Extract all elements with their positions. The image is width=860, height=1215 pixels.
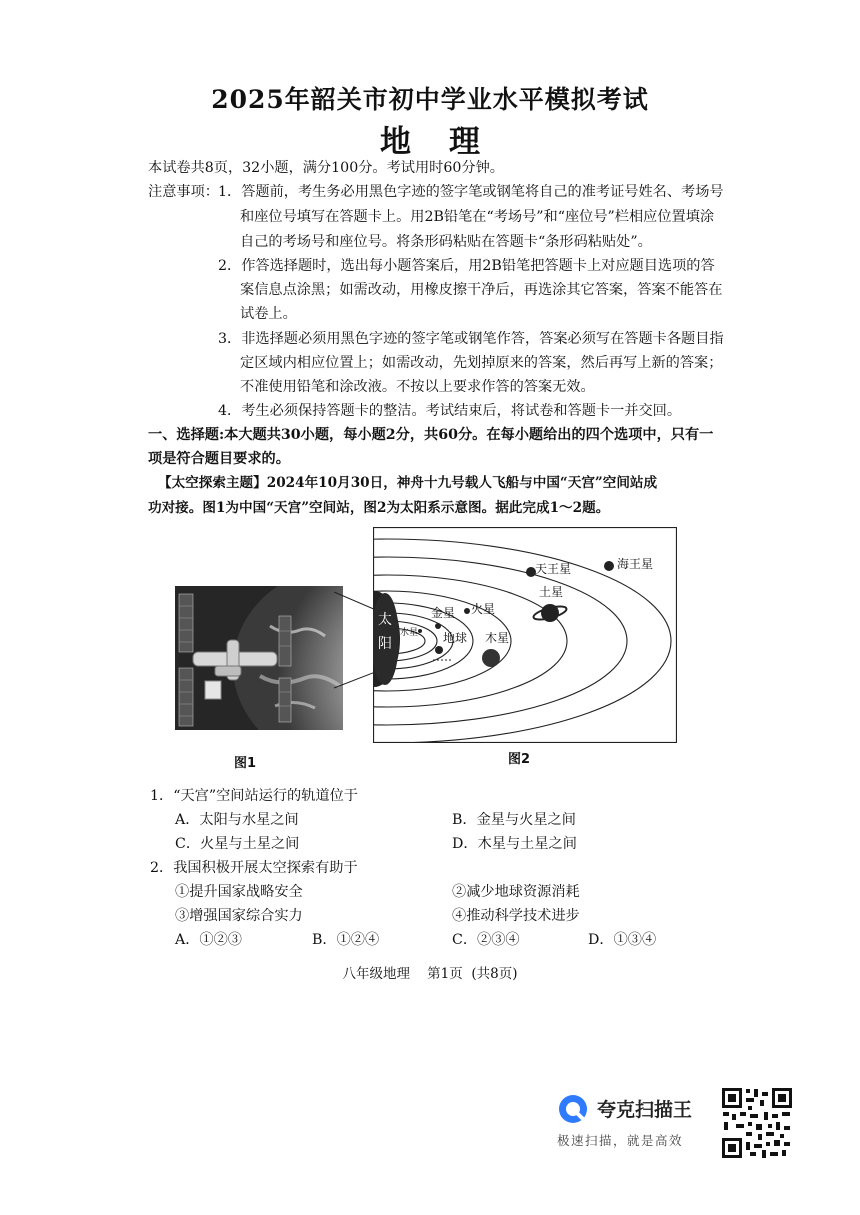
sun-label-1: 太 xyxy=(378,612,392,628)
question-2-statement: ④推动科学技术进步 xyxy=(452,908,580,924)
notes-label: 注意事项： xyxy=(148,184,219,200)
question-2-stem: 2．我国积极开展太空探索有助于 xyxy=(150,860,358,876)
section-heading-cont: 项是符合题目要求的。 xyxy=(148,451,290,467)
question-1-option-d: D．木星与土星之间 xyxy=(452,836,577,852)
question-2-option-a: A．①②③ xyxy=(175,932,242,948)
question-1-stem: 1．“天宫”空间站运行的轨道位于 xyxy=(150,788,358,804)
note-line: 试卷上。 xyxy=(240,306,297,322)
note-line: 和座位号填写在答题卡上。用2B铅笔在“考场号”和“座位号”栏相应位置填涂 xyxy=(240,209,715,225)
theme-passage: 【太空探索主题】2024年10月30日，神舟十九号载人飞船与中国“天宫”空间站成 xyxy=(158,475,658,491)
question-2-statement: ③增强国家综合实力 xyxy=(175,908,303,924)
uranus-label: 天王星 xyxy=(535,562,572,576)
figure-2-solar-system xyxy=(373,527,677,743)
figure-1-space-station xyxy=(175,586,343,730)
exam-intro: 本试卷共8页，32小题，满分100分。考试用时60分钟。 xyxy=(148,160,504,176)
mars-label: 火星 xyxy=(471,602,496,616)
figure-2-label: 图2 xyxy=(508,752,531,767)
theme-passage-cont: 功对接。图1为中国“天宫”空间站，图2为太阳系示意图。据此完成1～2题。 xyxy=(148,500,610,516)
neptune-label: 海王星 xyxy=(617,557,654,571)
venus-label: 金星 xyxy=(431,606,456,620)
note-line: 2．作答选择题时，选出每小题答案后，用2B铅笔把答题卡上对应题目选项的答 xyxy=(218,258,715,274)
page-footer: 八年级地理 第1页 (共8页) xyxy=(342,966,518,982)
brand-slogan: 极速扫描，就是高效 xyxy=(557,1133,684,1148)
subject-title: 地理 xyxy=(380,124,518,160)
question-2-option-d: D．①③④ xyxy=(588,932,657,948)
question-2-option-b: B．①②④ xyxy=(312,932,380,948)
question-1-option-a: A．太阳与水星之间 xyxy=(175,812,299,828)
saturn-label: 土星 xyxy=(539,585,564,599)
note-line: 案信息点涂黑；如需改动，用橡皮擦干净后，再选涂其它答案，答案不能答在 xyxy=(240,282,723,298)
neptune-dot xyxy=(604,561,614,571)
note-line: 1．答题前，考生务必用黑色字迹的签字笔或钢笔将自己的准考证号姓名、考场号 xyxy=(218,184,724,200)
note-line: 自己的考场号和座位号。将条形码粘贴在答题卡“条形码粘贴处”。 xyxy=(240,234,652,250)
qr-code xyxy=(720,1086,794,1160)
scanner-watermark xyxy=(555,1089,715,1159)
note-line: 3．非选择题必须用黑色字迹的签字笔或钢笔作答，答案必须写在答题卡各题目指 xyxy=(218,331,724,347)
jupiter-label: 木星 xyxy=(485,631,510,645)
note-line: 定区域内相应位置上；如需改动，先划掉原来的答案，然后再写上新的答案； xyxy=(240,355,723,371)
earth-dot xyxy=(435,646,443,654)
venus-dot xyxy=(435,623,441,629)
earth-label: 地球 xyxy=(443,631,468,645)
quark-logo-icon xyxy=(558,1094,588,1124)
question-2-option-c: C．②③④ xyxy=(452,932,520,948)
note-line: 4．考生必须保持答题卡的整洁。考试结束后，将试卷和答题卡一并交回。 xyxy=(218,403,682,419)
section-heading: 一、选择题:本大题共30小题，每小题2分，共60分。在每小题给出的四个选项中，只有一 xyxy=(148,427,714,443)
question-1-option-c: C．火星与土星之间 xyxy=(175,836,300,852)
brand-name: 夸克扫描王 xyxy=(597,1099,693,1121)
question-2-statement: ②减少地球资源消耗 xyxy=(452,884,580,900)
mercury-label: 水星 xyxy=(400,628,419,638)
sun-label-2: 阳 xyxy=(378,636,392,652)
mercury-dot xyxy=(418,629,422,633)
note-line: 不准使用铅笔和涂改液。不按以上要求作答的答案无效。 xyxy=(240,379,595,395)
figure-1-label: 图1 xyxy=(234,756,257,771)
mars-dot xyxy=(464,608,470,614)
question-1-option-b: B．金星与火星之间 xyxy=(452,812,576,828)
question-2-statement: ①提升国家战略安全 xyxy=(175,884,303,900)
exam-title: 2025年韶关市初中学业水平模拟考试 xyxy=(211,85,649,114)
jupiter-dot xyxy=(482,649,500,667)
